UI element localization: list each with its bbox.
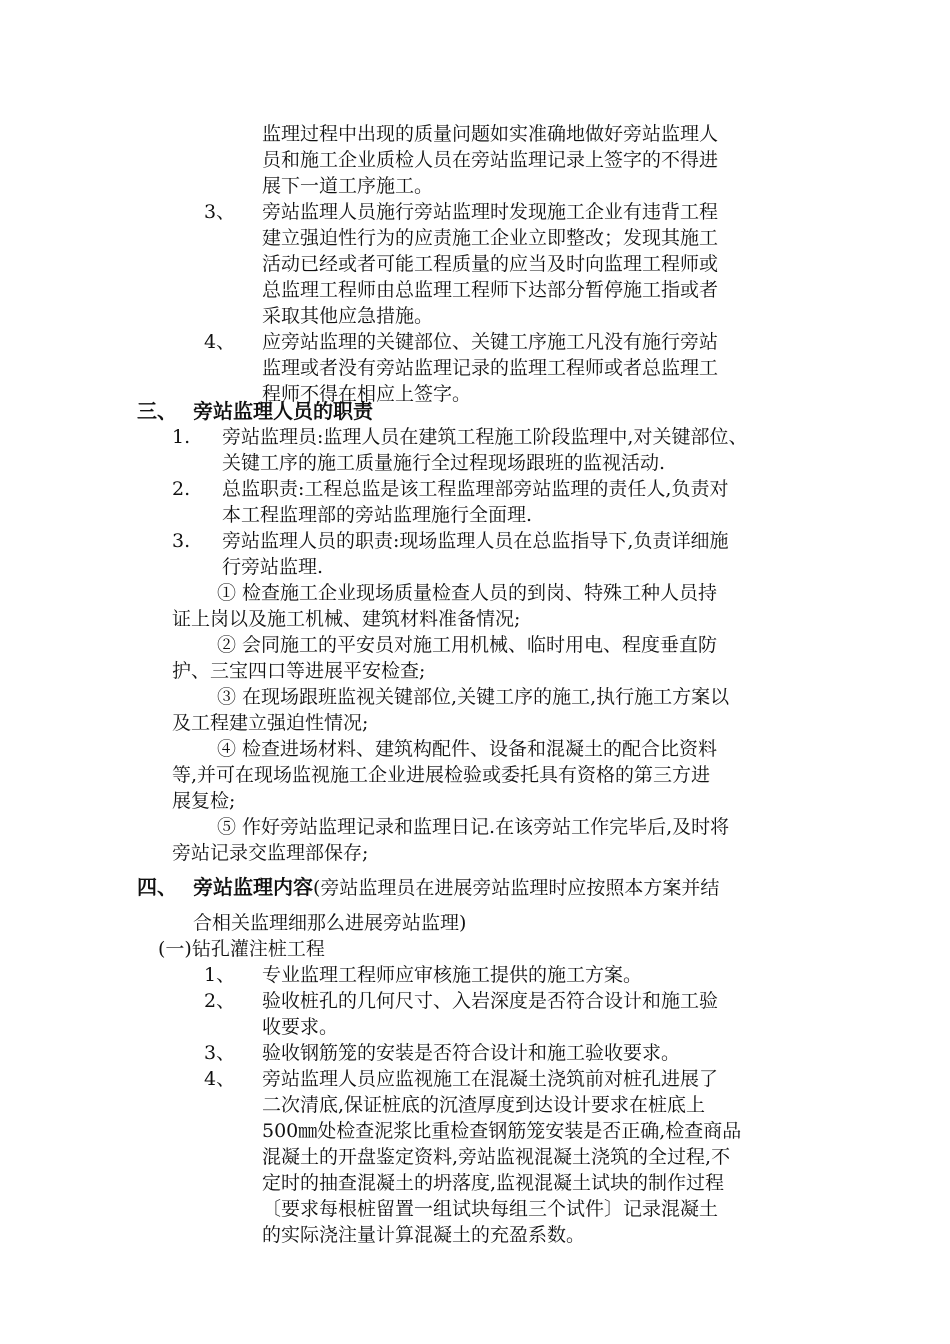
text-line: 应旁站监理的关键部位、关键工序施工凡没有施行旁站: [262, 331, 719, 353]
text-line: 旁站监理人员施行旁站监理时发现施工企业有违背工程: [262, 201, 719, 223]
text-line: 验收钢筋笼的安装是否符合设计和施工验收要求。: [262, 1042, 681, 1064]
text-line: 总监职责:工程总监是该工程监理部旁站监理的责任人,负责对: [222, 478, 729, 500]
text-line: 展下一道工序施工。: [262, 175, 434, 197]
list-number: 4、: [204, 331, 236, 353]
list-number: 3、: [204, 201, 236, 223]
list-number: 3、: [204, 1042, 236, 1064]
text-line: ② 会同施工的平安员对施工用机械、临时用电、程度垂直防: [217, 634, 718, 656]
list-number: 1.: [172, 426, 191, 448]
text-line: ④ 检查进场材料、建筑构配件、设备和混凝土的配合比资料: [217, 738, 718, 760]
list-number: 3.: [172, 530, 191, 552]
text-line: 行旁站监理.: [222, 556, 324, 578]
text-line: 等,并可在现场监视施工企业进展检验或委托具有资格的第三方进: [172, 764, 711, 786]
text-line: 的实际浇注量计算混凝土的充盈系数。: [262, 1224, 586, 1246]
text-line: 员和施工企业质检人员在旁站监理记录上签字的不得进: [262, 149, 719, 171]
text-line: 旁站监理人员的职责:现场监理人员在总监指导下,负责详细施: [222, 530, 729, 552]
text-line: 定时的抽查混凝土的坍落度,监视混凝土试块的制作过程: [262, 1172, 725, 1194]
list-number: 2.: [172, 478, 191, 500]
text-line: 旁站监理员:监理人员在建筑工程施工阶段监理中,对关键部位、: [222, 426, 748, 448]
text-line: 建立强迫性行为的应责施工企业立即整改；发现其施工: [262, 227, 719, 249]
list-number: 1、: [204, 964, 236, 986]
text-line: 及工程建立强迫性情况;: [172, 712, 369, 734]
section-heading: 旁站监理人员的职责: [193, 399, 373, 423]
text-line: 〔要求每根桩留置一组试块每组三个试件〕记录混凝土: [262, 1198, 719, 1220]
text-line: ① 检查施工企业现场质量检查人员的到岗、特殊工种人员持: [217, 582, 718, 604]
section-heading: 旁站监理内容: [193, 875, 313, 899]
section-number: 四、: [137, 875, 177, 899]
section-note: (旁站监理员在进展旁站监理时应按照本方案并结: [313, 877, 720, 899]
text-line: 护、三宝四口等进展平安检查;: [172, 660, 426, 682]
list-number: 4、: [204, 1068, 236, 1090]
text-line: 验收桩孔的几何尺寸、入岩深度是否符合设计和施工验: [262, 990, 719, 1012]
text-line: 活动已经或者可能工程质量的应当及时向监理工程师或: [262, 253, 719, 275]
text-line: 专业监理工程师应审核施工提供的施工方案。: [262, 964, 643, 986]
section-heading-line: [193, 874, 719, 901]
list-number: 2、: [204, 990, 236, 1012]
section-note: 合相关监理细那么进展旁站监理): [193, 912, 467, 934]
text-line: 监理或者没有旁站监理记录的监理工程师或者总监理工: [262, 357, 719, 379]
text-line: 二次清底,保证桩底的沉渣厚度到达设计要求在桩底上: [262, 1094, 706, 1116]
text-line: 总监理工程师由总监理工程师下达部分暂停施工指或者: [262, 279, 719, 301]
text-line: 本工程监理部的旁站监理施行全面理.: [222, 504, 533, 526]
text-line: 程师不得在相应上签字。: [262, 383, 472, 405]
text-line: ③ 在现场跟班监视关键部位,关键工序的施工,执行施工方案以: [217, 686, 730, 708]
text-line: 500㎜处检查泥浆比重检查钢筋笼安装是否正确,检查商品: [262, 1120, 742, 1142]
text-line: ⑤ 作好旁站监理记录和监理日记.在该旁站工作完毕后,及时将: [217, 816, 730, 838]
text-line: 混凝土的开盘鉴定资料,旁站监视混凝土浇筑的全过程,不: [262, 1146, 731, 1168]
subsection-heading: (一)钻孔灌注桩工程: [158, 938, 325, 960]
section-number: 三、: [137, 399, 177, 423]
text-line: 关键工序的施工质量施行全过程现场跟班的监视活动.: [222, 452, 666, 474]
text-line: 证上岗以及施工机械、建筑材料准备情况;: [172, 608, 521, 630]
text-line: 旁站监理人员应监视施工在混凝土浇筑前对桩孔进展了: [262, 1068, 719, 1090]
text-line: 监理过程中出现的质量问题如实准确地做好旁站监理人: [262, 123, 719, 145]
text-line: 展复检;: [172, 790, 236, 812]
text-line: 旁站记录交监理部保存;: [172, 842, 369, 864]
text-line: 收要求。: [262, 1016, 339, 1038]
text-line: 采取其他应急措施。: [262, 305, 434, 327]
